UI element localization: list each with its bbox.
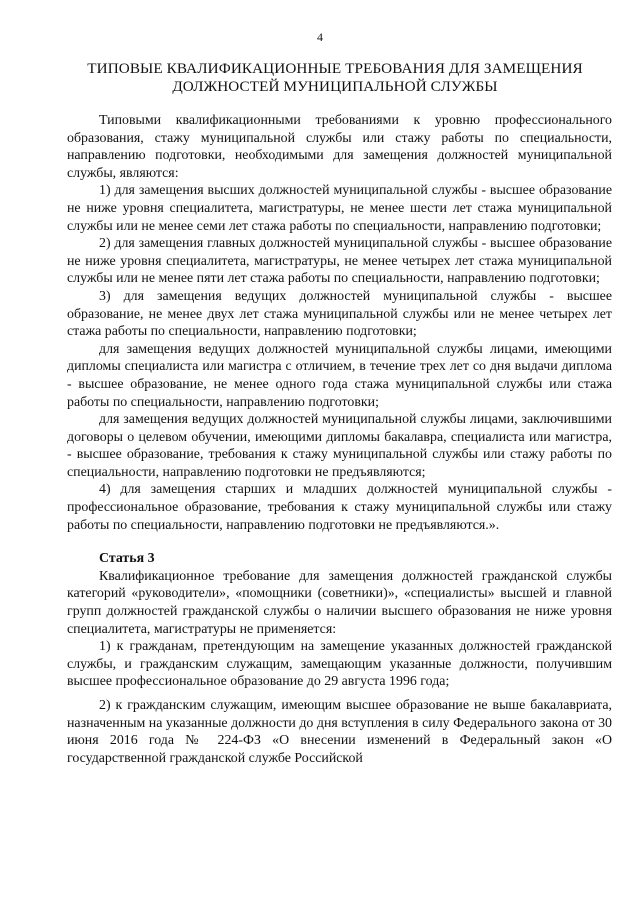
article-paragraph: Квалификационное требование для замещения должностей гражданской службы категорий «руководители», «помощники (советники)», «специалисты» высшей и главной групп должностей гражданской службы о наличии высшего образования не ниже уровня специалитета, магистратуры не применяется:	[67, 568, 612, 637]
list-item-3-clause-b: для замещения ведущих должностей муниципальной службы лицами, заключившими договоры о целевом обучении, имеющими дипломы бакалавра, специалиста или магистра, - высшее образование, требования к стажу муниципальной службы или стажу работы по специальности, направлению подготовки не предъявляются;	[67, 412, 612, 480]
list-item-3: 3) для замещения ведущих должностей муниципальной службы - высшее образование, не менее двух лет стажа муниципальной службы или не менее четырех лет стажа работы по специальности, направлению подготовки;	[67, 288, 612, 340]
list-item-4: 4) для замещения старших и младших должностей муниципальной службы - профессиональное образование, требования к стажу муниципальной службы или стажу работы по специальности, направлению подготовки не предъявляются.».	[67, 482, 612, 533]
document-body	[67, 112, 612, 767]
article-item-1: 1) к гражданам, претендующим на замещение указанных должностей гражданской службы, и гражданским служащим, замещающим указанные должности, получившим высшее профессиональное образование до 29 августа 1996 года;	[67, 639, 612, 690]
document-title	[60, 60, 610, 96]
article-item-2: 2) к гражданским служащим, имеющим высшее образование не выше бакалавриата, назначенным на указанные должности до дня вступления в силу Федерального закона от 30 июня 2016 года № 224-ФЗ «О внесении изменений в Федеральный закон «О государственной гражданской службе Российской	[67, 698, 612, 766]
page-number: 4	[317, 30, 323, 44]
intro-paragraph: Типовыми квалификационными требованиями к уровню профессионального образования, стажу муниципальной службы или стажу работы по специальности, направлению подготовки, необходимыми для замещения должностей муниципальной службы, являются:	[67, 113, 612, 181]
list-item-1: 1) для замещения высших должностей муниципальной службы - высшее образование не ниже уровня специалитета, магистратуры, не менее шести лет стажа муниципальной службы или не менее семи лет стажа работы по специальности, направлению подготовки;	[67, 183, 612, 234]
list-item-3-clause-a: для замещения ведущих должностей муниципальной службы лицами, имеющими дипломы специалиста или магистра с отличием, в течение трех лет со дня выдачи диплома - высшее образование, не менее одного года стажа муниципальной службы или стажа работы по специальности, направлению подготовки;	[67, 341, 612, 410]
list-item-2: 2) для замещения главных должностей муниципальной службы - высшее образование не ниже уровня специалитета, магистратуры, не менее четырех лет стажа муниципальной службы или не менее пяти лет стажа работы по специальности, направлению подготовки;	[67, 236, 612, 287]
article-heading: Статья 3	[99, 551, 155, 567]
title-line-2: ДОЛЖНОСТЕЙ МУНИЦИПАЛЬНОЙ СЛУЖБЫ	[172, 78, 498, 95]
title-line-1: ТИПОВЫЕ КВАЛИФИКАЦИОННЫЕ ТРЕБОВАНИЯ ДЛЯ ЗАМЕЩЕНИЯ	[87, 60, 583, 77]
